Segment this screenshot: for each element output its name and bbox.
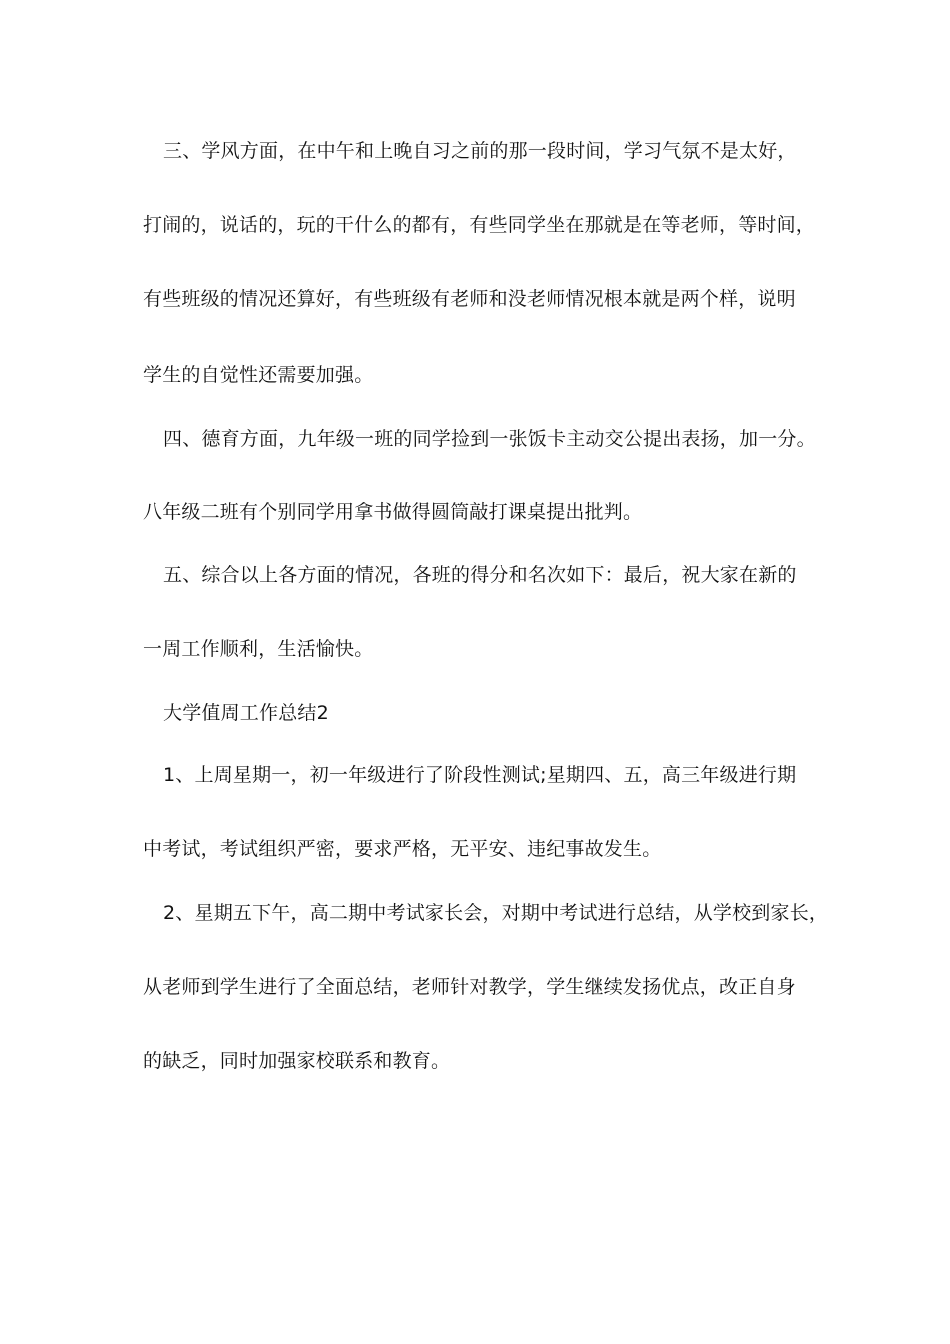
text-line: 四、德育方面，九年级一班的同学捡到一张饭卡主动交公提出表扬，加一分。: [163, 428, 816, 450]
text-line: 三、学风方面，在中午和上晚自习之前的那一段时间，学习气氛不是太好，: [163, 140, 797, 162]
section-heading: 大学值周工作总结2: [163, 702, 329, 724]
text-line: 的缺乏，同时加强家校联系和教育。: [143, 1050, 451, 1072]
text-line: 2、星期五下午，高二期中考试家长会，对期中考试进行总结，从学校到家长，: [163, 902, 829, 924]
text-line: 学生的自觉性还需要加强。: [143, 364, 374, 386]
text-line: 一周工作顺利，生活愉快。: [143, 638, 374, 660]
text-line: 打闹的，说话的，玩的干什么的都有，有些同学坐在那就是在等老师，等时间，: [143, 214, 816, 236]
text-line: 1、上周星期一，初一年级进行了阶段性测试;星期四、五，高三年级进行期: [163, 764, 797, 786]
text-line: 中考试，考试组织严密，要求严格，无平安、违纪事故发生。: [143, 838, 662, 860]
text-line: 有些班级的情况还算好，有些班级有老师和没老师情况根本就是两个样，说明: [143, 288, 796, 310]
text-line: 五、综合以上各方面的情况，各班的得分和名次如下：最后，祝大家在新的: [163, 564, 797, 586]
text-line: 八年级二班有个别同学用拿书做得圆筒敲打课桌提出批判。: [143, 501, 643, 523]
text-line: 从老师到学生进行了全面总结，老师针对教学，学生继续发扬优点，改正自身: [143, 976, 796, 998]
